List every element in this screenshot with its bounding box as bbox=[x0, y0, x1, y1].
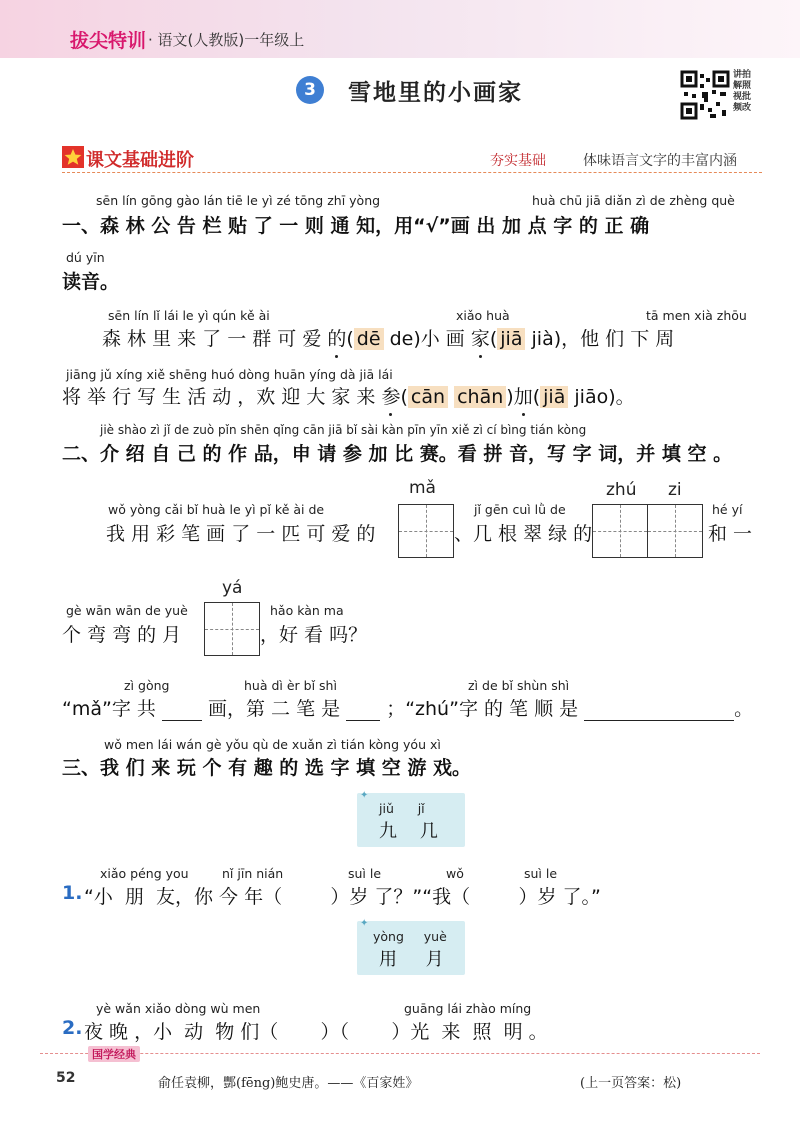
pinyin-line: dú yīn bbox=[66, 250, 105, 265]
guoxue-badge: 国学经典 bbox=[88, 1046, 140, 1062]
option-chan[interactable]: chān bbox=[454, 386, 506, 408]
option-de1[interactable]: dē bbox=[354, 328, 384, 350]
text: 森 林 里 来 了 一 群 可 爱 bbox=[102, 328, 328, 350]
word-options: 用 月 bbox=[379, 949, 444, 970]
sparkle-icon: ✦ bbox=[360, 790, 369, 801]
option-jia2[interactable]: jià bbox=[531, 328, 554, 350]
word-choice-box bbox=[357, 918, 465, 975]
dotted-char: 家 bbox=[471, 324, 490, 351]
pinyin-line: sēn lín lǐ lái le yì qún kě ài bbox=[108, 308, 270, 323]
qr-labels bbox=[733, 70, 763, 114]
qr-label: 视批 bbox=[733, 92, 752, 102]
fill-sentence-1[interactable]: “小 朋 友，你 今 年（ ）岁 了？”“我（ ）岁 了。” bbox=[84, 886, 601, 908]
writing-grid-ma[interactable] bbox=[398, 504, 454, 558]
writing-grid-zhu[interactable] bbox=[592, 504, 648, 558]
pinyin-line: jiǔ jǐ bbox=[379, 801, 425, 816]
sentence-line: 我 用 彩 笔 画 了 一 匹 可 爱 的 bbox=[106, 523, 376, 545]
question-1-text: 读音。 bbox=[62, 271, 120, 293]
pinyin-line: yè wǎn xiǎo dòng wù men bbox=[96, 1001, 261, 1016]
text: 画，第 二 笔 是 bbox=[207, 698, 341, 720]
text: ( bbox=[400, 386, 408, 408]
sentence-line: 和 一 bbox=[708, 523, 753, 545]
blank-stroke-order[interactable] bbox=[584, 704, 734, 721]
item-number: 2. bbox=[62, 1017, 83, 1039]
text: ( bbox=[489, 328, 498, 350]
sentence-line bbox=[62, 382, 635, 409]
pinyin-line: hé yí bbox=[712, 502, 743, 517]
option-de2[interactable]: de bbox=[389, 328, 414, 350]
pinyin-line: wǒ bbox=[446, 866, 464, 881]
item-number: 1. bbox=[62, 882, 83, 904]
text: 将 举 行 写 生 活 动 ，欢 迎 大 家 来 bbox=[62, 386, 382, 408]
pinyin-line: suì le bbox=[524, 866, 558, 881]
section-tag: 夯实基础 bbox=[490, 153, 546, 169]
text: 。 bbox=[734, 698, 754, 720]
pinyin-line: xiǎo péng you bbox=[100, 866, 189, 881]
pinyin-line: jiè shào zì jǐ de zuò pǐn shēn qǐng cān jiā bǐ sài kàn pīn yīn xiě zì cí bìng tián kòng bbox=[100, 423, 587, 437]
qr-label: 频改 bbox=[733, 103, 752, 113]
sentence-line: ，好 看 吗？ bbox=[260, 624, 368, 646]
footer-quote: 俞任袁柳，酆(fēng)鲍史唐。——《百家姓》 bbox=[158, 1076, 419, 1091]
footer-divider bbox=[40, 1053, 760, 1054]
pinyin-line: huà dì èr bǐ shì bbox=[244, 678, 337, 693]
pinyin-ya: yá bbox=[222, 578, 243, 598]
page-number: 52 bbox=[56, 1070, 76, 1086]
pinyin-line: wǒ men lái wán gè yǒu qù de xuǎn zì tián kòng yóu xì bbox=[104, 737, 441, 752]
qr-label: 解照 bbox=[733, 81, 752, 91]
header-subtitle: · 语文(人教版)一年级上 bbox=[148, 31, 305, 49]
pinyin-ma: mǎ bbox=[409, 478, 436, 498]
writing-grid-zi[interactable] bbox=[647, 504, 703, 558]
dotted-char: 加 bbox=[514, 382, 533, 409]
pinyin-line: jǐ gēn cuì lǜ de bbox=[474, 502, 566, 517]
pinyin-line: guāng lái zhào míng bbox=[404, 1001, 532, 1016]
section-title: 课文基础进阶 bbox=[86, 150, 194, 171]
sparkle-icon: ✦ bbox=[360, 918, 369, 929]
qr-label: 讲拍 bbox=[733, 70, 752, 80]
fill-sentence-2[interactable]: 夜 晚 ，小 动 物 们（ ）（ ）光 来 照 明 。 bbox=[84, 1021, 548, 1043]
pinyin-zhu: zhú bbox=[606, 480, 637, 500]
text: ) bbox=[506, 386, 514, 408]
question-2-text: 二、介 绍 自 己 的 作 品，申 请 参 加 比 赛。看 拼 音，写 字 词，并 填 空 。 bbox=[62, 443, 733, 465]
sentence-line: 、几 根 翠 绿 的 bbox=[454, 523, 593, 545]
lesson-number-badge: 3 bbox=[296, 76, 324, 104]
sentence-line: 个 弯 弯 的 月 bbox=[62, 624, 182, 646]
option-can[interactable]: cān bbox=[408, 386, 448, 408]
sentence-line bbox=[102, 324, 674, 351]
qr-code-icon[interactable] bbox=[680, 70, 730, 120]
pinyin-line: hǎo kàn ma bbox=[270, 603, 344, 618]
pinyin-line: xiǎo huà bbox=[456, 308, 510, 323]
question-1-text: 一、森 林 公 告 栏 贴 了 一 则 通 知，用“√”画 出 加 点 字 的 正 确 bbox=[62, 215, 650, 237]
text: ；“zhú”字 的 笔 顺 是 bbox=[386, 698, 579, 720]
pinyin-line: sēn lín gōng gào lán tiē le yì zé tōng zhī yòng bbox=[96, 193, 381, 208]
brand-logo: 拔尖特训 bbox=[70, 30, 147, 52]
pinyin-line: wǒ yòng cǎi bǐ huà le yì pǐ kě ài de bbox=[108, 502, 325, 517]
word-options: 九 几 bbox=[379, 821, 438, 842]
text: “mǎ”字 共 bbox=[62, 698, 156, 720]
text: )小 画 bbox=[413, 328, 471, 350]
pinyin-line: nǐ jīn nián bbox=[222, 866, 284, 881]
dotted-char: 的 bbox=[327, 324, 346, 351]
option-jia1[interactable]: jiā bbox=[497, 328, 525, 350]
pinyin-line: tā men xià zhōu bbox=[646, 308, 747, 323]
pinyin-line: gè wān wān de yuè bbox=[66, 603, 188, 618]
pinyin-line: zì gòng bbox=[124, 678, 170, 693]
option-jia3[interactable]: jiā bbox=[540, 386, 568, 408]
question-3-text: 三、我 们 来 玩 个 有 趣 的 选 字 填 空 游 戏。 bbox=[62, 757, 471, 779]
text: ( bbox=[532, 386, 541, 408]
text: ( bbox=[346, 328, 354, 350]
star-icon bbox=[62, 146, 84, 168]
pinyin-line: yòng yuè bbox=[373, 929, 447, 944]
pinyin-line: suì le bbox=[348, 866, 382, 881]
option-jiao[interactable]: jiāo bbox=[574, 386, 609, 408]
writing-grid-ya[interactable] bbox=[204, 602, 260, 656]
lesson-title: 雪地里的小画家 bbox=[348, 80, 523, 106]
section-tag: 体味语言文字的丰富内涵 bbox=[583, 153, 737, 169]
dotted-char: 参 bbox=[381, 382, 400, 409]
blank-second-stroke[interactable] bbox=[346, 704, 380, 721]
word-choice-box bbox=[357, 790, 465, 847]
text: )。 bbox=[608, 386, 635, 408]
sentence-line bbox=[62, 694, 753, 721]
pinyin-line: jiāng jǔ xíng xiě shēng huó dòng huān yíng dà jiā lái bbox=[66, 367, 393, 382]
pinyin-line: huà chū jiā diǎn zì de zhèng què bbox=[532, 193, 735, 208]
text: )，他 们 下 周 bbox=[553, 328, 675, 350]
pinyin-zi: zi bbox=[668, 480, 682, 500]
pinyin-line: zì de bǐ shùn shì bbox=[468, 678, 570, 693]
blank-stroke-count[interactable] bbox=[162, 704, 202, 721]
footer-answer: (上一页答案：松) bbox=[580, 1076, 682, 1091]
